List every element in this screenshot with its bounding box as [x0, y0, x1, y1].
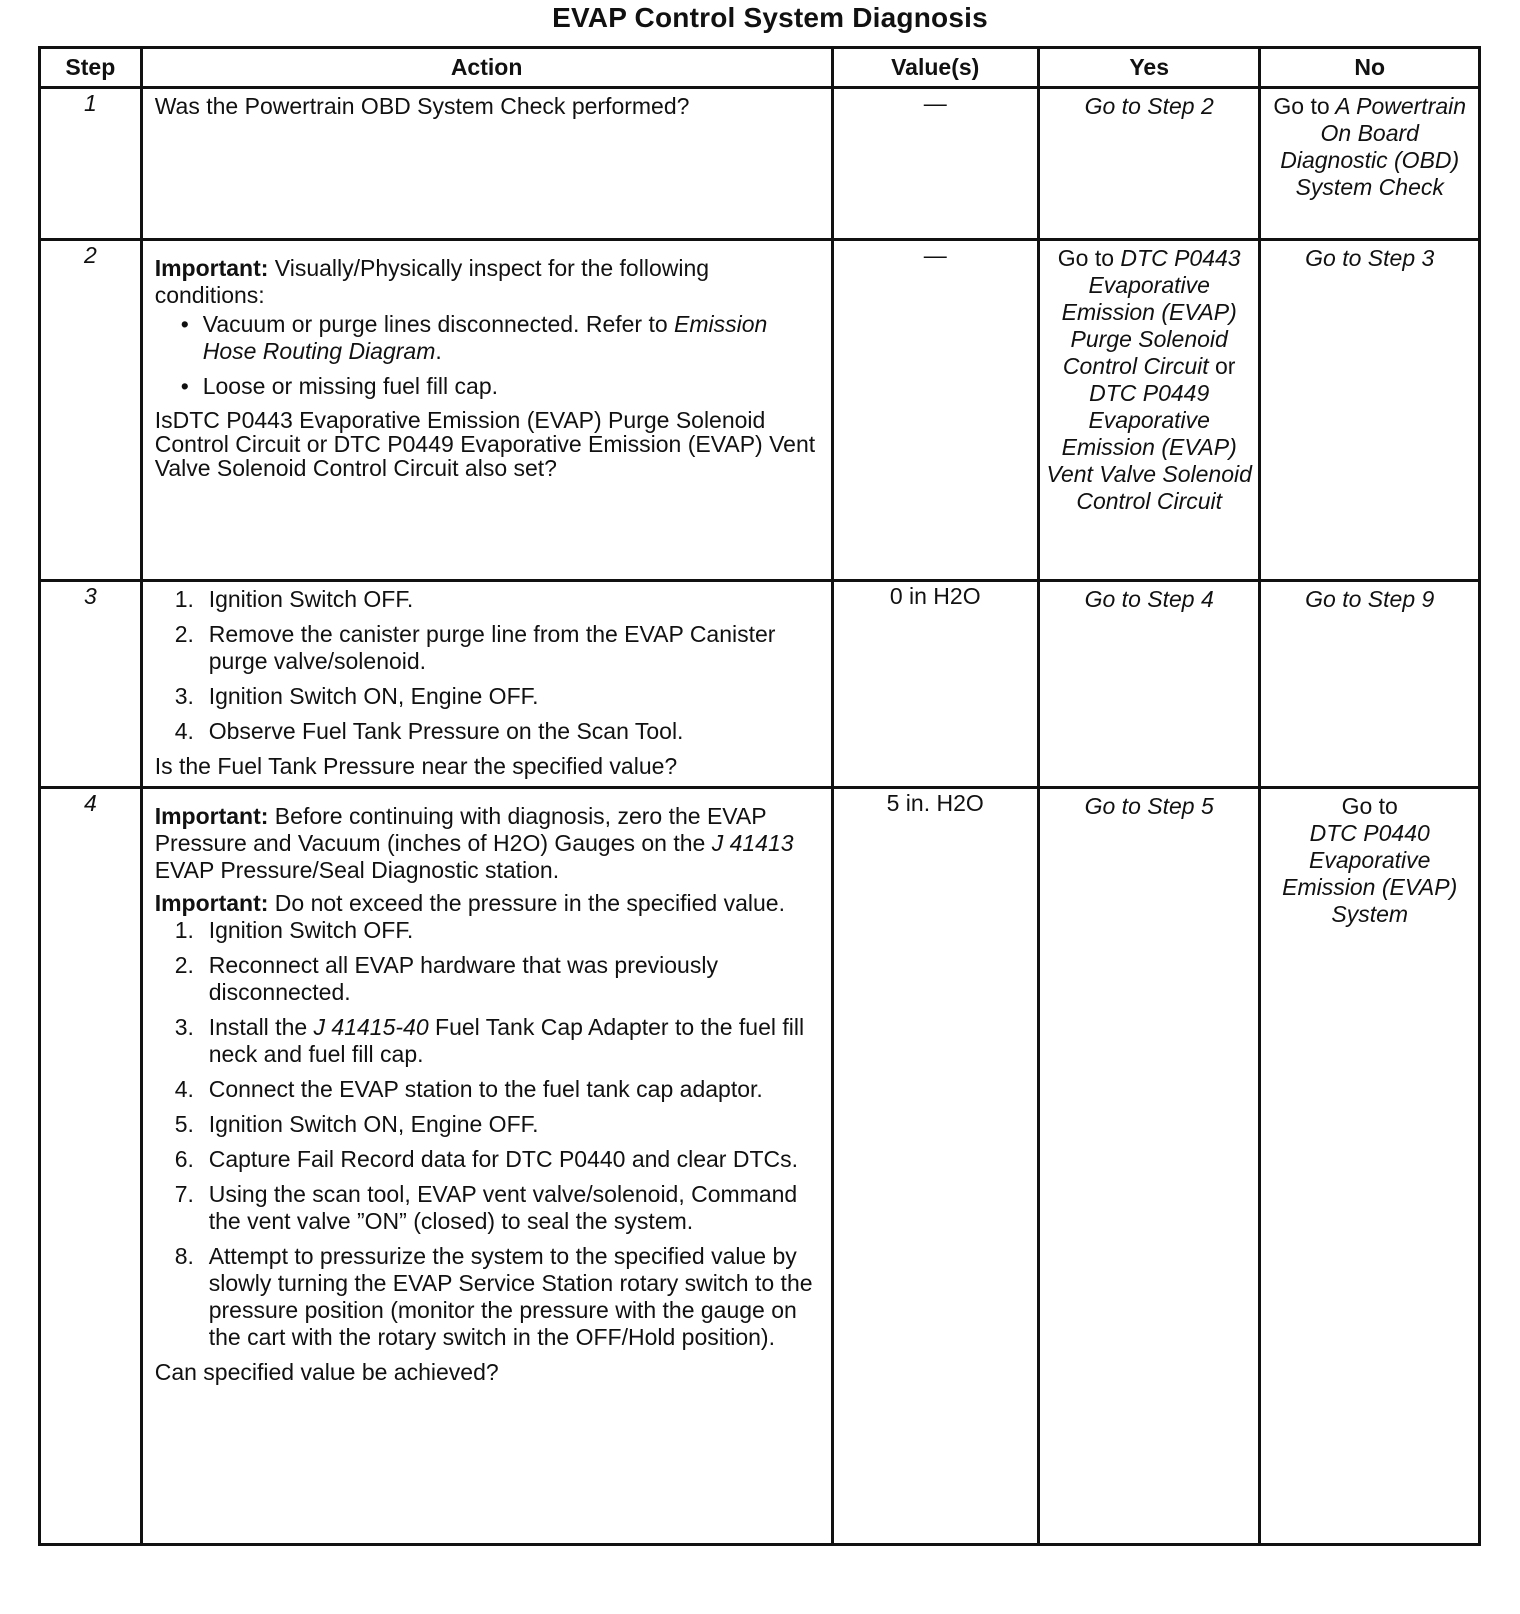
table-row: [40, 88, 1480, 240]
list-item: [175, 952, 821, 1006]
list-item: [175, 683, 821, 710]
list-item: [175, 1076, 821, 1103]
tool-reference: J 41415-40: [313, 1014, 429, 1040]
procedure-list: [155, 917, 821, 1351]
list-index: 3.: [174, 683, 194, 709]
important-text: Do not exceed the pressure in the specified value.: [268, 890, 785, 916]
action-question: Can specified value be achieved?: [154, 1359, 499, 1385]
list-item: [175, 1014, 821, 1068]
important-label: Important:: [154, 255, 269, 281]
important-text: Before continuing with diagnosis, zero the EVAP Pressure and Vacuum (inches of H2O) Gauges on the: [154, 803, 767, 856]
list-item: [175, 917, 821, 944]
list-index: 4.: [174, 718, 194, 744]
yes-target-1: DTC P0443 Evaporative Emission (EVAP) Purge Solenoid Control Circuit: [1061, 245, 1241, 379]
list-item: [175, 1181, 821, 1235]
no-link[interactable]: Go to Step 3: [1260, 240, 1480, 581]
no-link[interactable]: [1260, 88, 1480, 240]
value-cell: 5 in. H2O: [832, 788, 1038, 1545]
value-cell: —: [832, 88, 1038, 240]
yes-link[interactable]: [1038, 240, 1260, 581]
important-note: [155, 803, 821, 884]
list-item: [175, 1243, 821, 1351]
list-item-text: Connect the EVAP station to the fuel tank cap adaptor.: [208, 1076, 763, 1102]
list-item: [181, 311, 821, 365]
no-link[interactable]: [1260, 788, 1480, 1545]
diagnosis-table: [38, 46, 1481, 1546]
action-question: Is the Fuel Tank Pressure near the specified value?: [154, 753, 678, 779]
important-label: Important:: [154, 803, 269, 829]
action-question: IsDTC P0443 Evaporative Emission (EVAP) Purge Solenoid Control Circuit or DTC P0449 Evaporative Emission (EVAP) Vent Valve Solenoid Control Circuit also set?: [154, 407, 816, 481]
list-item-text: Ignition Switch ON, Engine OFF.: [208, 1111, 539, 1137]
important-label: Important:: [154, 890, 269, 916]
tool-reference: J 41413: [711, 830, 794, 856]
list-item: [175, 1146, 821, 1173]
list-item-text: Reconnect all EVAP hardware that was previously disconnected.: [208, 952, 718, 1005]
list-index: 8.: [174, 1243, 194, 1269]
list-item-text: Vacuum or purge lines disconnected. Refer to: [202, 311, 675, 337]
list-item-text: Attempt to pressurize the system to the specified value by slowly turning the EVAP Service Station rotary switch to the pressure position (monitor the pressure with the gauge on the cart with the rotary switch in the OFF/Hold position).: [208, 1243, 813, 1350]
yes-link[interactable]: Go to Step 5: [1038, 788, 1260, 1545]
yes-conj: or: [1208, 353, 1236, 379]
page-title: EVAP Control System Diagnosis: [552, 2, 988, 33]
no-prefix: Go to: [1341, 793, 1398, 819]
procedure-list: [155, 586, 821, 745]
list-item: [175, 718, 821, 745]
header-action: Action: [141, 48, 832, 88]
list-item: [181, 373, 821, 400]
action-cell: [141, 581, 832, 788]
list-item-text: Ignition Switch ON, Engine OFF.: [208, 683, 539, 709]
step-number: 3: [40, 581, 142, 788]
yes-link[interactable]: Go to Step 2: [1038, 88, 1260, 240]
list-item: [175, 621, 821, 675]
list-item-text: Remove the canister purge line from the EVAP Canister purge valve/solenoid.: [208, 621, 776, 674]
list-index: 3.: [174, 1014, 194, 1040]
step-number: 2: [40, 240, 142, 581]
header-step: Step: [40, 48, 142, 88]
step-number: 4: [40, 788, 142, 1545]
list-index: 2.: [174, 621, 194, 647]
condition-list: [155, 311, 821, 400]
value-cell: 0 in H2O: [832, 581, 1038, 788]
important-text: Visually/Physically inspect for the following conditions:: [154, 255, 710, 308]
table-row: [40, 581, 1480, 788]
reference-link[interactable]: Emission Hose Routing Diagram: [202, 311, 768, 364]
list-item-suffix: .: [435, 338, 442, 364]
action-question: Was the Powertrain OBD System Check performed?: [154, 93, 690, 119]
header-row: [40, 48, 1480, 88]
list-item-text: Loose or missing fuel fill cap.: [202, 373, 499, 399]
important-note: [155, 890, 821, 917]
list-index: 2.: [174, 952, 194, 978]
yes-target-2: DTC P0449 Evaporative Emission (EVAP) Vent Valve Solenoid Control Circuit: [1046, 380, 1252, 514]
action-cell: [141, 88, 832, 240]
list-item-text: Ignition Switch OFF.: [208, 917, 414, 943]
list-item: [175, 586, 821, 613]
action-cell: [141, 240, 832, 581]
important-text: EVAP Pressure/Seal Diagnostic station.: [154, 857, 560, 883]
list-item-text: Using the scan tool, EVAP vent valve/solenoid, Command the vent valve ”ON” (closed) to seal the system.: [208, 1181, 798, 1234]
list-index: 6.: [174, 1146, 194, 1172]
header-values: Value(s): [832, 48, 1038, 88]
list-item-text: Observe Fuel Tank Pressure on the Scan Tool.: [208, 718, 684, 744]
list-item-text: Fuel Tank Cap Adapter to the fuel fill neck and fuel fill cap.: [208, 1014, 805, 1067]
yes-prefix: Go to: [1057, 245, 1115, 271]
header-yes: Yes: [1038, 48, 1260, 88]
value-cell: —: [832, 240, 1038, 581]
no-italic-a: A: [1335, 93, 1350, 119]
no-target: Powertrain On Board Diagnostic (OBD) System Check: [1280, 93, 1467, 200]
important-note: [155, 255, 821, 309]
table-row: [40, 788, 1480, 1545]
list-index: 4.: [174, 1076, 194, 1102]
no-link[interactable]: Go to Step 9: [1260, 581, 1480, 788]
list-item-text: Ignition Switch OFF.: [208, 586, 414, 612]
list-index: 5.: [174, 1111, 194, 1137]
list-item-text: Capture Fail Record data for DTC P0440 and clear DTCs.: [208, 1146, 799, 1172]
no-prefix: Go to: [1273, 93, 1330, 119]
list-index: 1.: [174, 917, 194, 943]
list-item-text: Install the: [208, 1014, 314, 1040]
list-item: [175, 1111, 821, 1138]
list-index: 1.: [174, 586, 194, 612]
action-cell: [141, 788, 832, 1545]
step-number: 1: [40, 88, 142, 240]
yes-link[interactable]: Go to Step 4: [1038, 581, 1260, 788]
no-target: DTC P0440 Evaporative Emission (EVAP) System: [1282, 820, 1458, 927]
list-index: 7.: [174, 1181, 194, 1207]
table-row: [40, 240, 1480, 581]
header-no: No: [1260, 48, 1480, 88]
